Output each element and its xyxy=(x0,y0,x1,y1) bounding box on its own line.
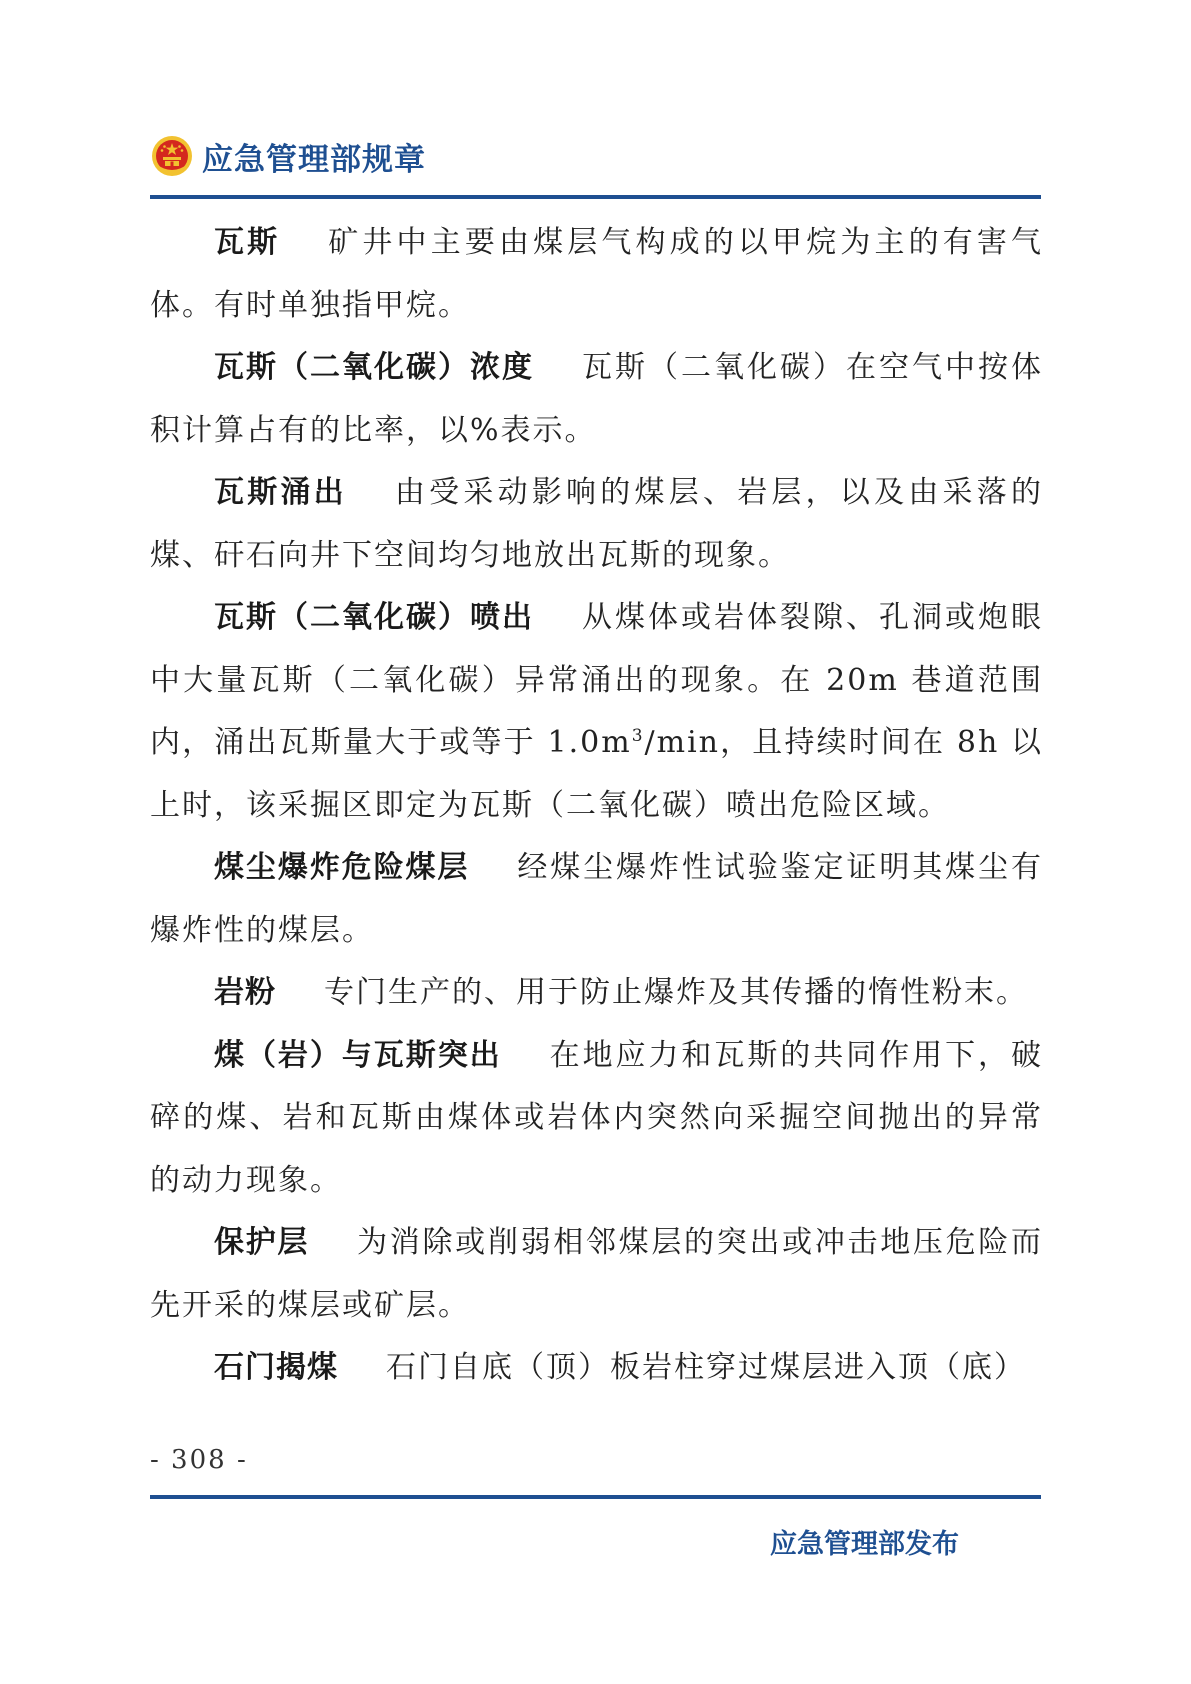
definition-term: 煤（岩）与瓦斯突出 xyxy=(214,1037,502,1073)
page-header xyxy=(150,128,426,184)
definition-text-continued: /min，且持续时间在 8h 以上时，该采掘区即定为瓦斯（二氧化碳）喷出危险区域。 xyxy=(150,725,1043,823)
page-number: - 308 - xyxy=(150,1445,248,1475)
definition-text: 从煤体或岩体裂隙、孔洞或炮眼中大量瓦斯（二氧化碳）异常涌出的现象。在 20m 巷道范围内，涌出瓦斯量大于或等于 1.0m xyxy=(150,600,1043,760)
header-title: 应急管理部规章 xyxy=(202,141,426,178)
definition-entry xyxy=(150,962,1043,1025)
definition-entry xyxy=(150,837,1043,962)
definition-text: 瓦斯（二氧化碳）在空气中按体积计算占有的比率，以%表示。 xyxy=(150,350,1043,448)
definition-term: 煤尘爆炸危险煤层 xyxy=(214,850,470,885)
definition-term: 瓦斯 xyxy=(214,225,281,260)
definition-text: 矿井中主要由煤层气构成的以甲烷为主的有害气体。有时单独指甲烷。 xyxy=(150,225,1044,323)
publisher-label: 应急管理部发布 xyxy=(770,1529,959,1560)
definition-text: 经煤尘爆炸性试验鉴定证明其煤尘有爆炸性的煤层。 xyxy=(150,850,1044,948)
definition-entry xyxy=(150,1025,1043,1213)
definition-entry xyxy=(150,587,1043,837)
definition-entry xyxy=(150,1212,1043,1337)
document-body xyxy=(150,212,1043,1400)
definition-text: 由受采动影响的煤层、岩层，以及由采落的煤、矸石向井下空间均匀地放出瓦斯的现象。 xyxy=(150,475,1044,573)
definition-entry xyxy=(150,462,1043,587)
superscript-exponent: 3 xyxy=(631,726,645,746)
definition-text: 在地应力和瓦斯的共同作用下，破碎的煤、岩和瓦斯由煤体或岩体内突然向采掘空间抛出的异常的动力现象。 xyxy=(150,1037,1044,1198)
footer-divider xyxy=(150,1495,1041,1499)
definition-text: 专门生产的、用于防止爆炸及其传播的惰性粉末。 xyxy=(324,975,1028,1010)
definition-term: 瓦斯（二氧化碳）喷出 xyxy=(214,600,534,635)
definition-entry xyxy=(150,1337,1043,1400)
definition-term: 石门揭煤 xyxy=(214,1350,338,1385)
definition-term: 保护层 xyxy=(214,1225,310,1260)
definition-text: 石门自底（顶）板岩柱穿过煤层进入顶（底） xyxy=(386,1350,1026,1385)
definition-term: 岩粉 xyxy=(214,975,276,1010)
definition-term: 瓦斯（二氧化碳）浓度 xyxy=(214,350,534,385)
definition-entry xyxy=(150,212,1043,337)
definition-term: 瓦斯涌出 xyxy=(214,475,347,510)
header-divider xyxy=(150,195,1041,199)
definition-text: 为消除或削弱相邻煤层的突出或冲击地压危险而先开采的煤层或矿层。 xyxy=(150,1225,1044,1323)
definition-entry xyxy=(150,337,1043,462)
national-emblem-icon xyxy=(150,134,194,178)
